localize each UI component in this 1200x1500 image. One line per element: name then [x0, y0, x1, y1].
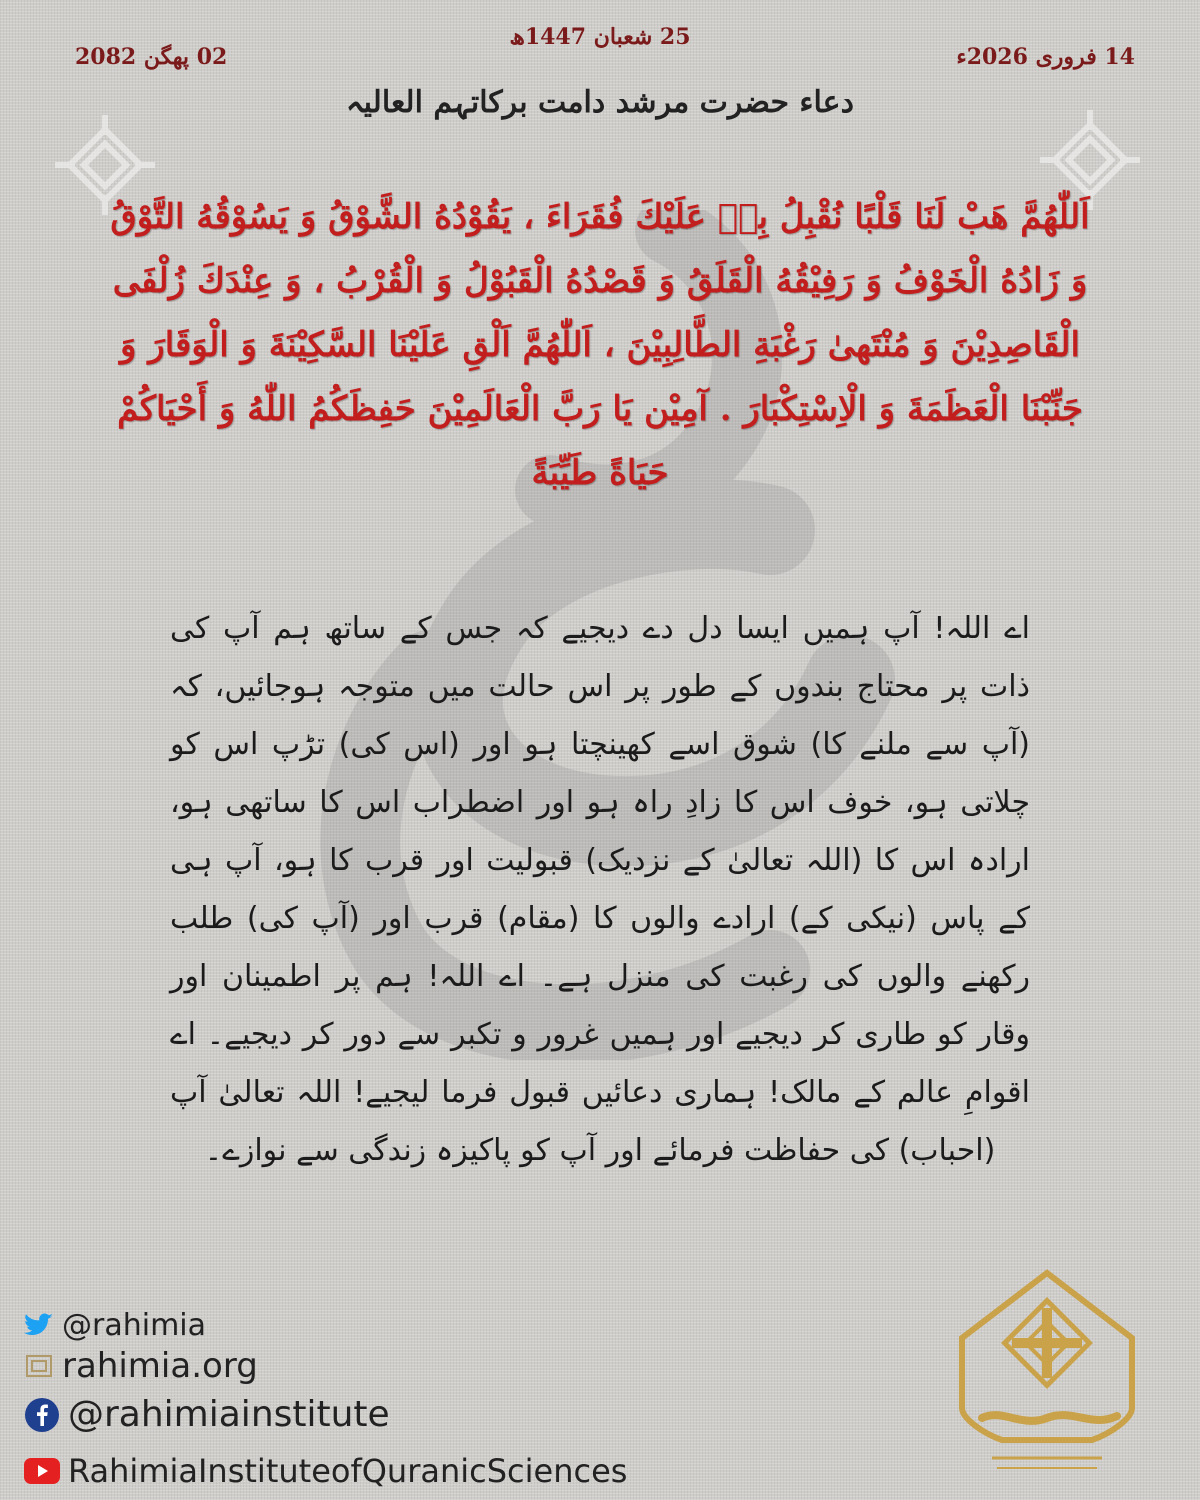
page-title: دعاء حضرت مرشد دامت برکاتہم العالیہ [346, 85, 854, 120]
youtube-icon [24, 1456, 60, 1486]
bikrami-date: 02 پھگن 2082 [75, 44, 228, 70]
twitter-icon [24, 1311, 54, 1341]
twitter-link[interactable] [24, 1308, 206, 1343]
gregorian-date: 14 فروری 2026ء [956, 44, 1135, 70]
facebook-handle: @rahimiainstitute [68, 1394, 390, 1435]
facebook-icon [24, 1397, 60, 1433]
rahimia-institute-logo [942, 1268, 1152, 1483]
website-link[interactable] [24, 1346, 258, 1386]
hijri-date: 25 شعبان 1447ھ [509, 24, 691, 50]
facebook-link[interactable] [24, 1394, 390, 1435]
twitter-handle: @rahimia [62, 1308, 207, 1343]
website-url: rahimia.org [62, 1346, 258, 1386]
website-icon [24, 1351, 54, 1381]
arabic-dua-text: اَللّٰهُمَّ هَبْ لَنَا قَلْبًا نُقْبِلُ بِهٖ عَلَيْكَ فُقَرَاءَ ، يَقُوْدُهُ الشَّوْقُ وَ يَسُوْقُهُ التَّوْقُ وَ زَادُهُ الْخَوْفُ وَ رَفِيْقُهُ الْقَلَقُ وَ قَصْدُهُ الْقَبُوْلُ وَ الْقُرْبُ ، وَ عِنْدَكَ زُلْفَى الْقَاصِدِيْنَ وَ مُنْتَهىٰ رَغْبَةِ الطَّالِبِيْنَ ، اَللّٰهُمَّ اَلْقِ عَلَيْنَا السَّكِيْنَةَ وَ الْوَقَارَ وَ جَنِّبْنَا الْعَظَمَةَ وَ الْاِسْتِكْبَارَ . آمِيْن يَا رَبَّ الْعَالَمِيْنَ حَفِظَكُمُ اللّٰهُ وَ أَحْيَاكُمْ حَيَاةً طَيِّبَةً [110, 197, 1090, 493]
urdu-translation-text: اے اللہ! آپ ہمیں ایسا دل دے دیجیے کہ جس کے ساتھ ہم آپ کی ذات پر محتاج بندوں کے طور پر اس حالت میں متوجہ ہوجائیں، کہ (آپ سے ملنے کا) شوق اسے کھینچتا ہو اور (اس کی) تڑپ اس کو چلاتی ہو، خوف اس کا زادِ راہ ہو اور اضطراب اس کا ساتھی ہو، ارادہ اس کا (اللہ تعالیٰ کے نزدیک) قبولیت اور قرب کا ہو، آپ ہی کے پاس (نیکی کے) ارادے والوں کا (مقام) قرب اور (آپ کی) طلب رکھنے والوں کی رغبت کی منزل ہے۔ اے اللہ! ہم پر اطمینان اور وقار کو طاری کر دیجیے اور ہمیں غرور و تکبر سے دور کر دیجیے۔ اے اقوامِ عالم کے مالک! ہماری دعائیں قبول فرما لیجیے! اللہ تعالیٰ آپ (احباب) کی حفاظت فرمائے اور آپ کو پاکیزہ زندگی سے نوازے۔ [170, 611, 1030, 1168]
youtube-channel: RahimiaInstituteofQuranicSciences [68, 1452, 628, 1490]
youtube-link[interactable] [24, 1452, 627, 1490]
